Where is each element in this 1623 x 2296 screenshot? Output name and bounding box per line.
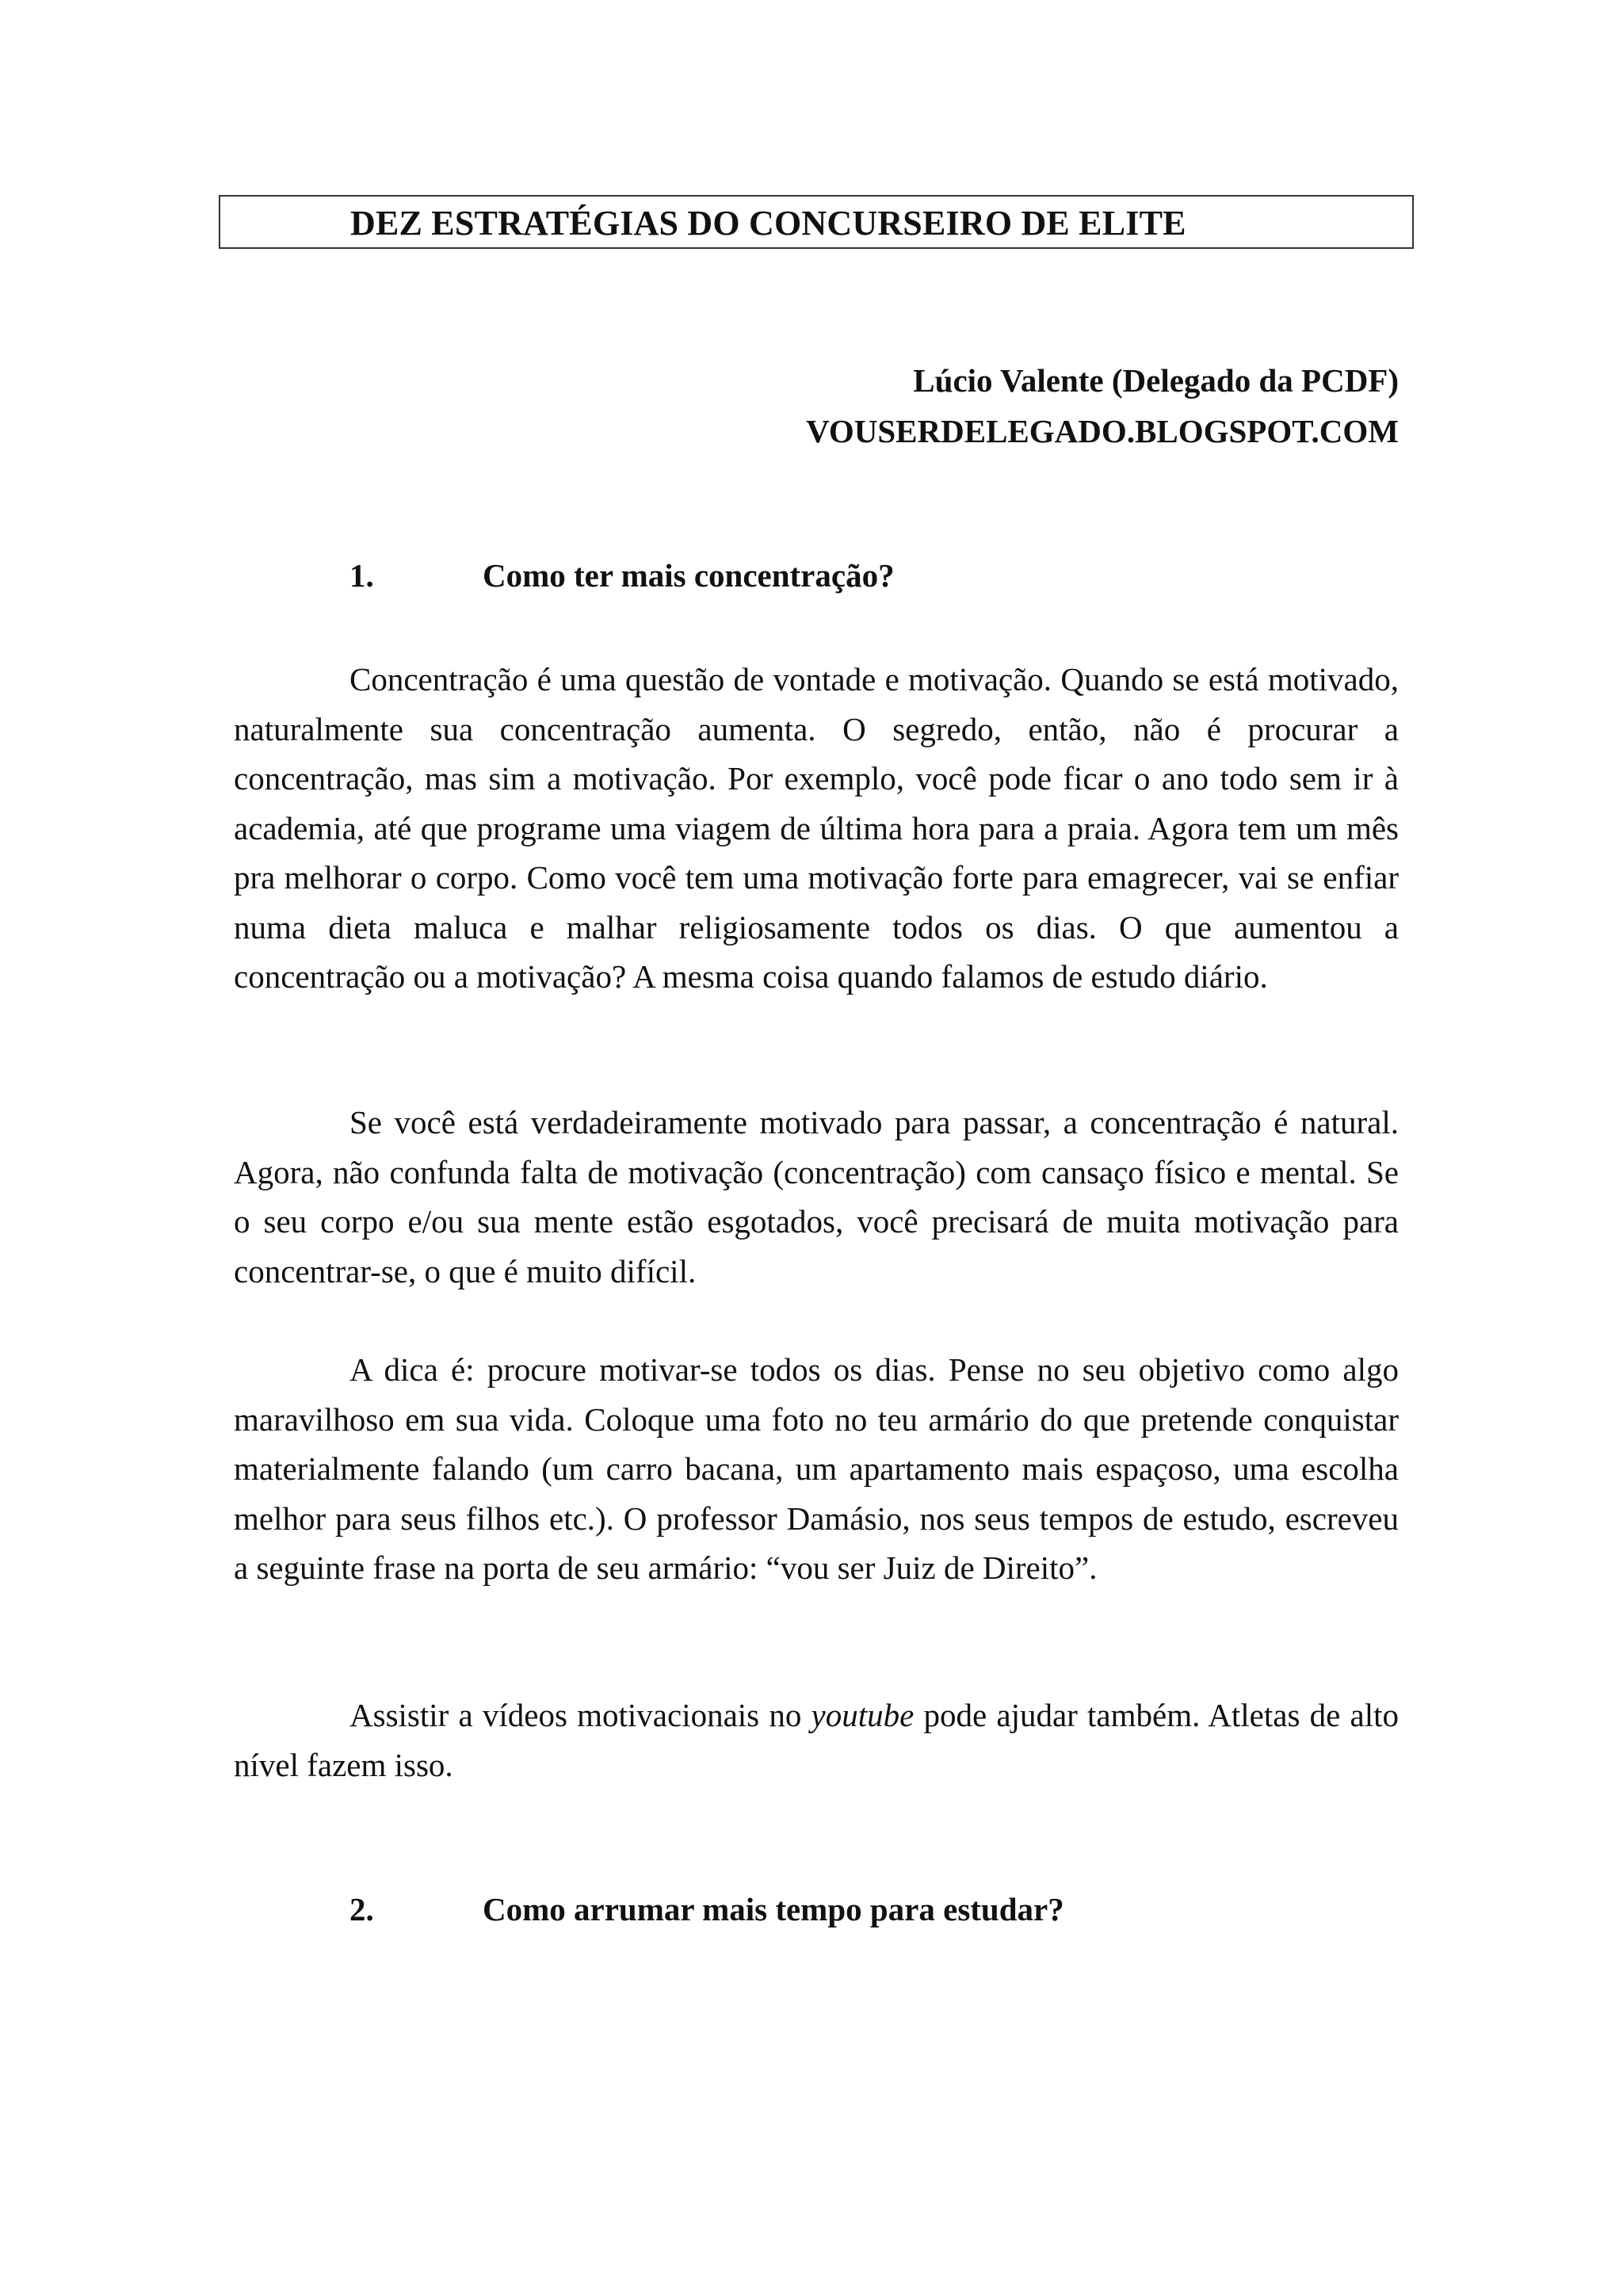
section-heading-1 xyxy=(349,556,895,594)
section-heading-2 xyxy=(349,1890,1064,1928)
paragraph-4-text-start: Assistir a vídeos motivacionais no xyxy=(349,1697,812,1733)
section-title: Como ter mais concentração? xyxy=(483,557,895,594)
paragraph-4-text-end: pode ajudar também. Atletas de alto nível fazem isso. xyxy=(234,1697,1399,1783)
paragraph-2: Se você está verdadeiramente motivado para passar, a concentração é natural. Agora, não confunda falta de motivação (concentração) com cansaço físico e mental. Se o seu corpo e/ou sua mente estão esgotados, você precisará de muita motivação para concentrar-se, o que é muito difícil. xyxy=(234,1104,1399,1289)
section-title: Como arrumar mais tempo para estudar? xyxy=(483,1891,1064,1927)
author-block xyxy=(806,355,1399,457)
author-line: Lúcio Valente (Delegado da PCDF) xyxy=(913,362,1399,399)
italic-word: youtube xyxy=(811,1697,915,1733)
title-box xyxy=(219,195,1414,249)
paragraph-1: Concentração é uma questão de vontade e motivação. Quando se está motivado, naturalmente sua concentração aumenta. O segredo, então, não é procurar a concentração, mas sim a motivação. Por exemplo, você pode ficar o ano todo sem ir à academia, até que programe uma viagem de última hora para a praia. Agora tem um mês pra melhorar o corpo. Como você tem uma motivação forte para emagrecer, vai se enfiar numa dieta maluca e malhar religiosamente todos os dias. O que aumentou a concentração ou a motivação? A mesma coisa quando falamos de estudo diário. xyxy=(234,661,1399,995)
paragraph-3: A dica é: procure motivar-se todos os dias. Pense no seu objetivo como algo maravilhoso em sua vida. Coloque uma foto no teu armário do que pretende conquistar materialmente falando (um carro bacana, um apartamento mais espaçoso, uma escolha melhor para seus filhos etc.). O professor Damásio, nos seus tempos de estudo, escreveu a seguinte frase na porta de seu armário: “vou ser Juiz de Direito”. xyxy=(234,1351,1399,1586)
website-line: VOUSERDELEGADO.BLOGSPOT.COM xyxy=(806,413,1399,449)
section-number: 2. xyxy=(349,1891,374,1927)
paragraph-4 xyxy=(234,1690,1399,1790)
section-number: 1. xyxy=(349,557,374,594)
document-title: DEZ ESTRATÉGIAS DO CONCURSEIRO DE ELITE xyxy=(350,204,1186,243)
